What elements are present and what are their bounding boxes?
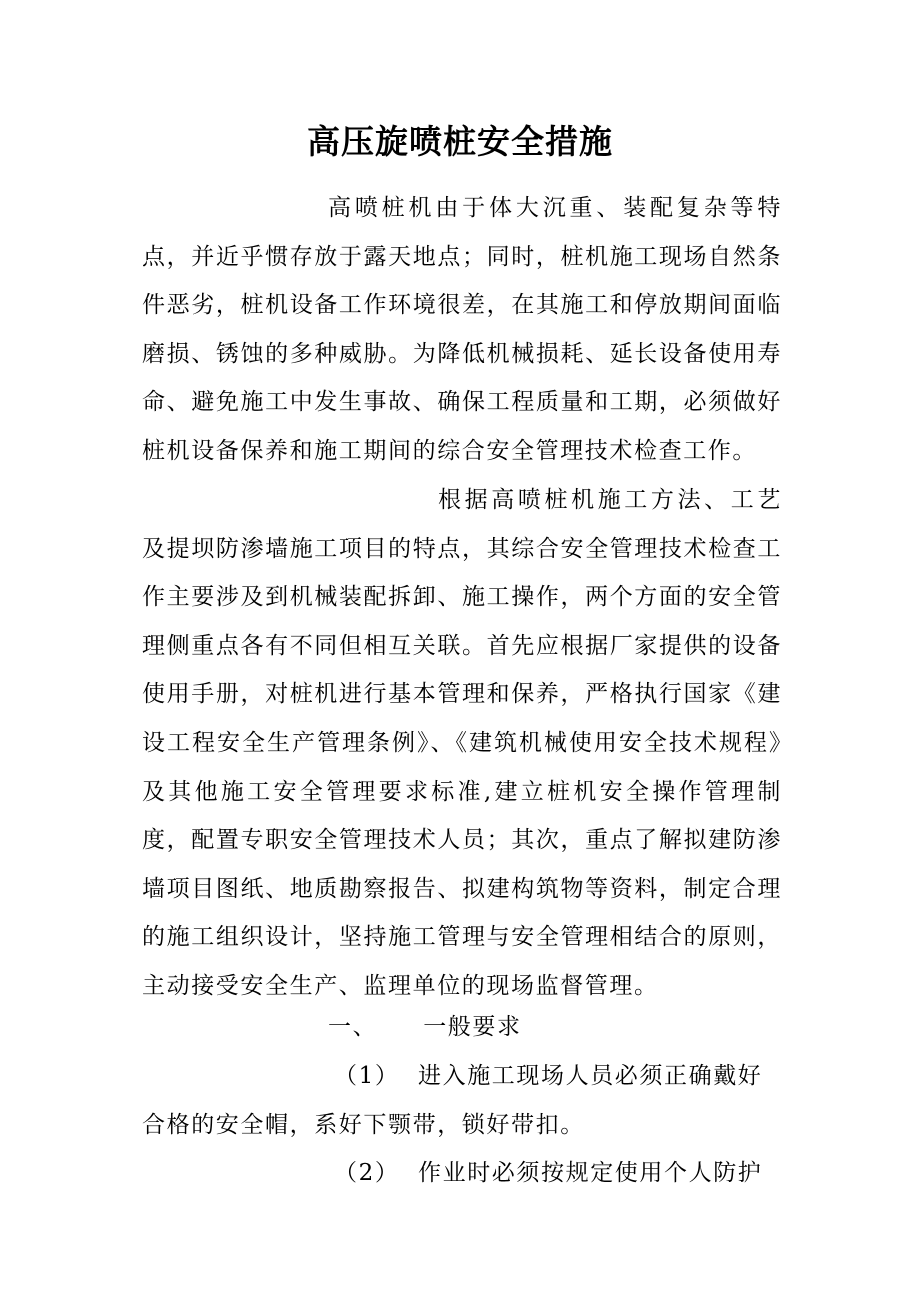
list-item-1 bbox=[142, 1052, 782, 1149]
list-item-first-line bbox=[142, 1052, 782, 1101]
list-item-first-line bbox=[142, 1149, 782, 1198]
document-title: 高压旋喷桩安全措施 bbox=[307, 122, 613, 161]
list-item-text: 进入施工现场人员必须正确戴好 bbox=[418, 1063, 763, 1089]
list-item-number: （1） bbox=[334, 1063, 400, 1089]
list-item-text: 作业时必须按规定使用个人防护 bbox=[418, 1160, 763, 1186]
body-paragraph-1: 高喷桩机由于体大沉重、装配复杂等特点，并近乎惯存放于露天地点；同时，桩机施工现场自然条件恶劣，桩机设备工作环境很差，在其施工和停放期间面临磨损、锈蚀的多种威胁。为降低机械损耗、延长设备使用寿命、避免施工中发生事故、确保工程质量和工期，必须做好桩机设备保养和施工期间的综合安全管理技术检查工作。 bbox=[142, 195, 782, 464]
section-number: 一、 bbox=[328, 1014, 378, 1040]
list-item-continuation: 合格的安全帽，系好下颚带，锁好带扣。 bbox=[142, 1111, 585, 1138]
section-heading bbox=[328, 1003, 522, 1051]
section-title: 一般要求 bbox=[423, 1014, 522, 1040]
list-item-2 bbox=[142, 1149, 782, 1198]
body-paragraph-2: 根据高喷桩机施工方法、工艺及提坝防渗墙施工项目的特点，其综合安全管理技术检查工作主要涉及到机械装配拆卸、施工操作，两个方面的安全管理侧重点各有不同但相互关联。首先应根据厂家提供的设备使用手册，对桩机进行基本管理和保养，严格执行国家《建设工程安全生产管理条例》、《建筑机械使用安全技术规程》及其他施工安全管理要求标准,建立桩机安全操作管理制度，配置专职安全管理技术人员；其次，重点了解拟建防渗墙项目图纸、地质勘察报告、拟建构筑物等资料，制定合理的施工组织设计，坚持施工管理与安全管理相结合的原则，主动接受安全生产、监理单位的现场监督管理。 bbox=[142, 487, 782, 999]
list-item-number: （2） bbox=[334, 1160, 400, 1186]
